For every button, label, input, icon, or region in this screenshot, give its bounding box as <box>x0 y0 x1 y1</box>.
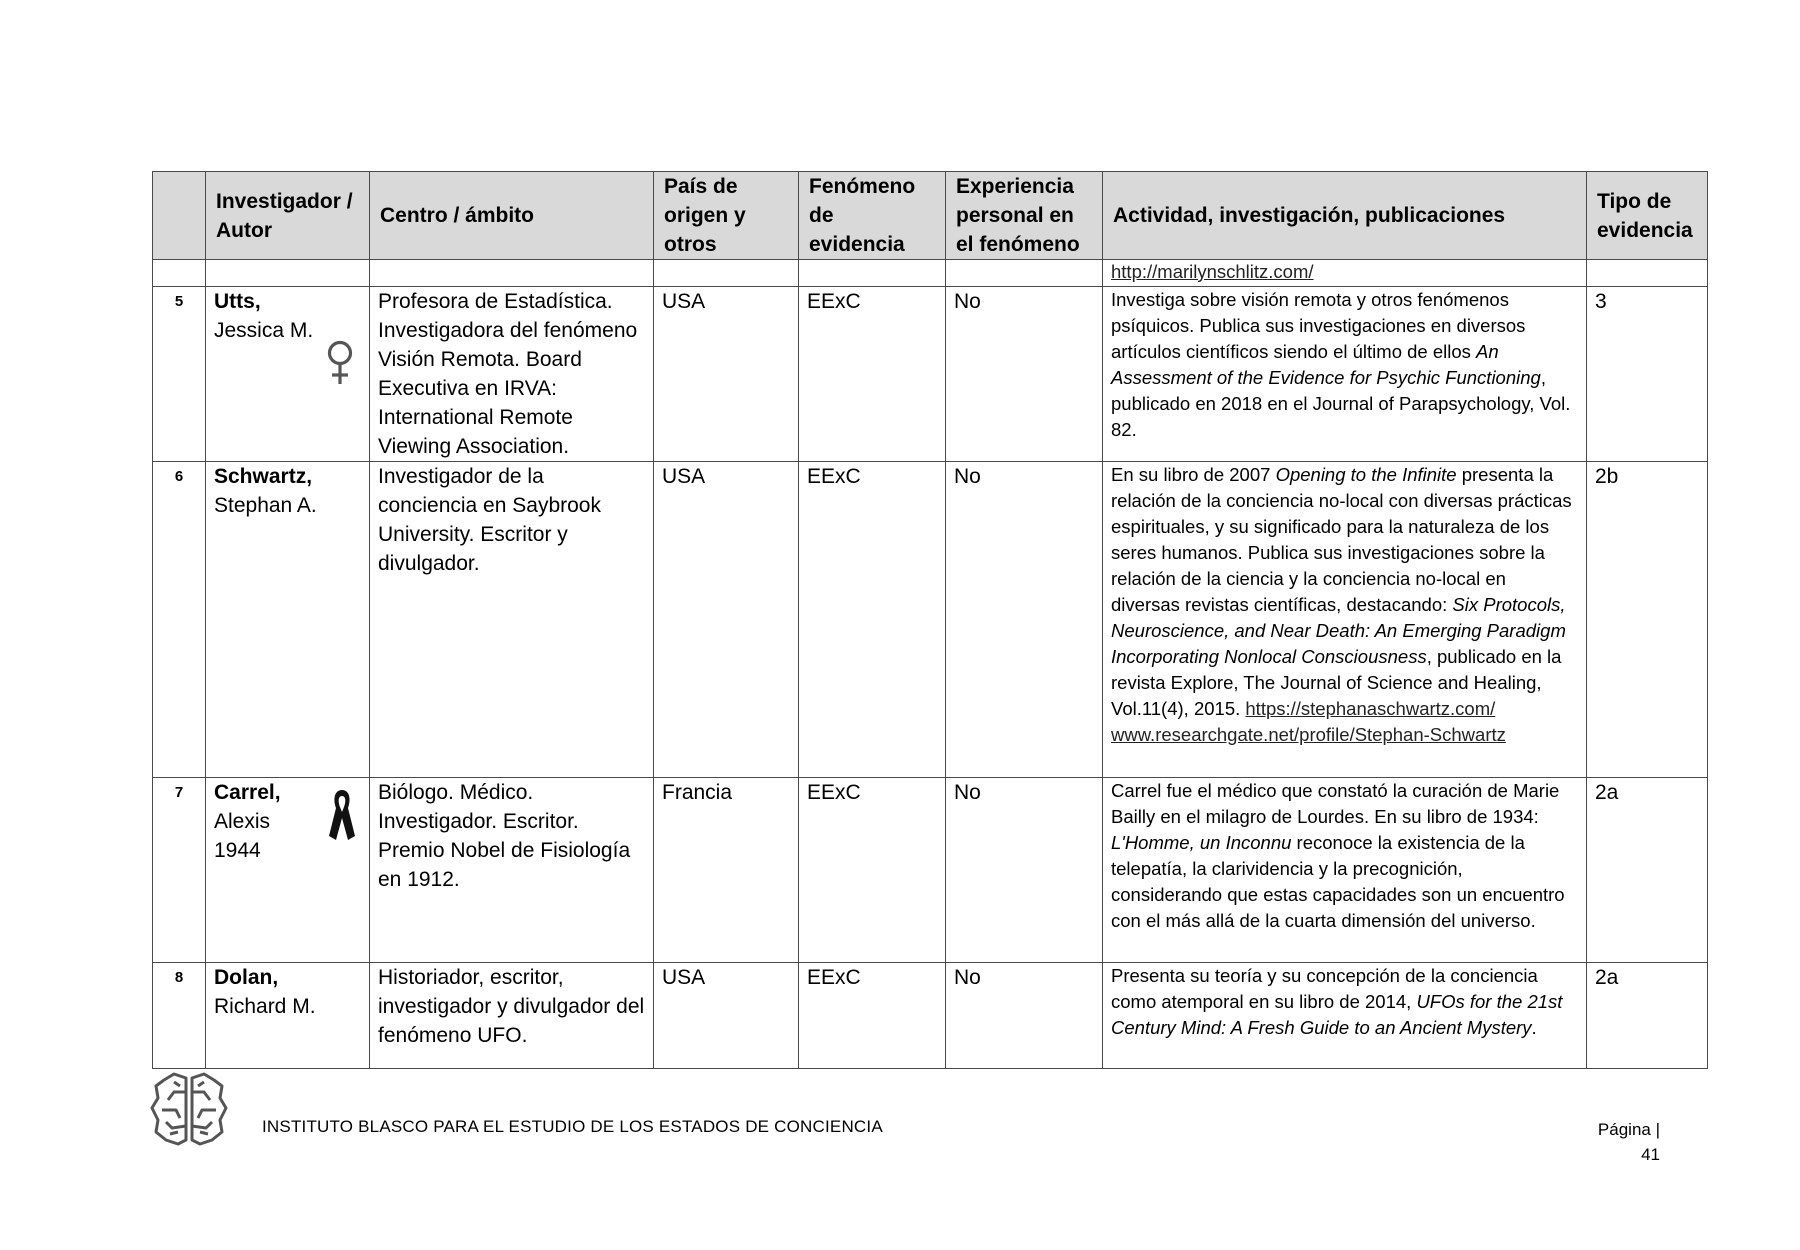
researcher-center: Biólogo. Médico. Investigador. Escritor. Premio Nobel de Fisiología en 1912. <box>370 778 654 963</box>
researcher-name <box>206 462 370 778</box>
publication-title: Opening to the Infinite <box>1275 464 1457 485</box>
researcher-center: Investigador de la conciencia en Saybrook University. Escritor y divulgador. <box>370 462 654 778</box>
publication-title: Six Protocols, Neuroscience, and Near Death: An Emerging Paradigm Incorporating Nonlocal Consciousness <box>1111 594 1566 667</box>
personal-experience: No <box>946 462 1103 778</box>
header-pais: País de origen y otros <box>654 172 799 260</box>
row-number: 8 <box>153 963 206 1069</box>
researcher-country: USA <box>654 462 799 778</box>
researcher-surname: Carrel, <box>214 781 281 804</box>
page-number: 41 <box>1641 1145 1660 1164</box>
evidence-type: 2a <box>1587 778 1708 963</box>
mourning-ribbon-icon <box>327 788 357 842</box>
header-num <box>153 172 206 260</box>
personal-experience: No <box>946 287 1103 462</box>
header-tipo: Tipo de evidencia <box>1587 172 1708 260</box>
researcher-given-name: Jessica M. <box>214 319 314 342</box>
row-number: 7 <box>153 778 206 963</box>
table-row <box>153 963 1708 1069</box>
researcher-center: Historiador, escritor, investigador y divulgador del fenómeno UFO. <box>370 963 654 1069</box>
evidence-type: 2b <box>1587 462 1708 778</box>
row-number: 5 <box>153 287 206 462</box>
activity-text: Carrel fue el médico que constató la curación de Marie Bailly en el milagro de Lourdes. En su libro de 1934: L'Homme, un Inconnu reconoce la existencia de la telepatía, la clarividencia y la precognición, considerando que estas capacidades son un encuentro con el más allá de la cuarta dimensión del universo. <box>1103 778 1587 963</box>
header-centro: Centro / ámbito <box>370 172 654 260</box>
researcher-death-year: 1944 <box>214 839 261 862</box>
header-experiencia: Experiencia personal en el fenómeno <box>946 172 1103 260</box>
researcher-center: Profesora de Estadística. Investigadora del fenómeno Visión Remota. Board Executiva en IRVA: International Remote Viewing Association. <box>370 287 654 462</box>
footer-institute-name: INSTITUTO BLASCO PARA EL ESTUDIO DE LOS ESTADOS DE CONCIENCIA <box>262 1117 883 1136</box>
evidence-phenomenon: EExC <box>799 963 946 1069</box>
activity-text: Investiga sobre visión remota y otros fenómenos psíquicos. Publica sus investigaciones en diversos artículos científicos siendo el último de ellos An Assessment of the Evidence for Psychic Functioning, publicado en 2018 en el Journal of Parapsychology, Vol. 82. <box>1103 287 1587 462</box>
activity-text: Presenta su teoría y su concepción de la conciencia como atemporal en su libro de 2014, UFOs for the 21st Century Mind: A Fresh Guide to an Ancient Mystery. <box>1103 963 1587 1069</box>
publication-title: UFOs for the 21st Century Mind: A Fresh Guide to an Ancient Mystery <box>1111 991 1563 1038</box>
header-fenomeno: Fenómeno de evidencia <box>799 172 946 260</box>
link-marilynschlitz[interactable]: http://marilynschlitz.com/ <box>1111 261 1314 282</box>
header-investigador: Investigador / Autor <box>206 172 370 260</box>
researchers-table <box>152 171 1708 1069</box>
researcher-name <box>206 963 370 1069</box>
personal-experience: No <box>946 778 1103 963</box>
header-actividad: Actividad, investigación, publicaciones <box>1103 172 1587 260</box>
evidence-phenomenon: EExC <box>799 287 946 462</box>
evidence-type: 2a <box>1587 963 1708 1069</box>
publication-title: L'Homme, un Inconnu <box>1111 832 1292 853</box>
brain-logo-icon <box>150 1070 228 1148</box>
footer-page-number <box>1598 1117 1660 1167</box>
table-header-row <box>153 172 1708 260</box>
activity-text: En su libro de 2007 Opening to the Infinite presenta la relación de la conciencia no-local con diversas prácticas espirituales, y su significado para la naturaleza de los seres humanos. Publica sus investigaciones sobre la relación de la ciencia y la conciencia no-local en diversas revistas científicas, destacando: Six Protocols, Neuroscience, and Near Death: An Emerging Paradigm Incorporating Nonlocal Consciousness, publicado en la revista Explore, The Journal of Science and Healing, Vol.11(4), 2015. https://stephanaschwartz.com/ www.researchgate.net/profile/Stephan-Schwartz <box>1103 462 1587 778</box>
researcher-country: Francia <box>654 778 799 963</box>
link-researchgate[interactable]: www.researchgate.net/profile/Stephan-Schwartz <box>1111 724 1506 745</box>
researcher-given-name: Richard M. <box>214 995 316 1018</box>
researcher-country: USA <box>654 963 799 1069</box>
table-row <box>153 462 1708 778</box>
evidence-phenomenon: EExC <box>799 462 946 778</box>
researcher-surname: Schwartz, <box>214 465 313 488</box>
table-row-carryover <box>153 260 1708 287</box>
researcher-country: USA <box>654 287 799 462</box>
researcher-given-name: Alexis <box>214 810 271 833</box>
table-row <box>153 287 1708 462</box>
table-row <box>153 778 1708 963</box>
link-stephanaschwartz[interactable]: https://stephanaschwartz.com/ <box>1245 698 1496 719</box>
researcher-name <box>206 287 370 462</box>
personal-experience: No <box>946 963 1103 1069</box>
publication-title: An Assessment of the Evidence for Psychic Functioning <box>1111 341 1541 388</box>
researcher-surname: Utts, <box>214 290 261 313</box>
researcher-given-name: Stephan A. <box>214 494 317 517</box>
researcher-name <box>206 778 370 963</box>
evidence-type: 3 <box>1587 287 1708 462</box>
evidence-phenomenon: EExC <box>799 778 946 963</box>
female-symbol-icon <box>325 339 355 387</box>
row-number: 6 <box>153 462 206 778</box>
researcher-surname: Dolan, <box>214 966 279 989</box>
page-label: Página | <box>1597 1120 1660 1139</box>
